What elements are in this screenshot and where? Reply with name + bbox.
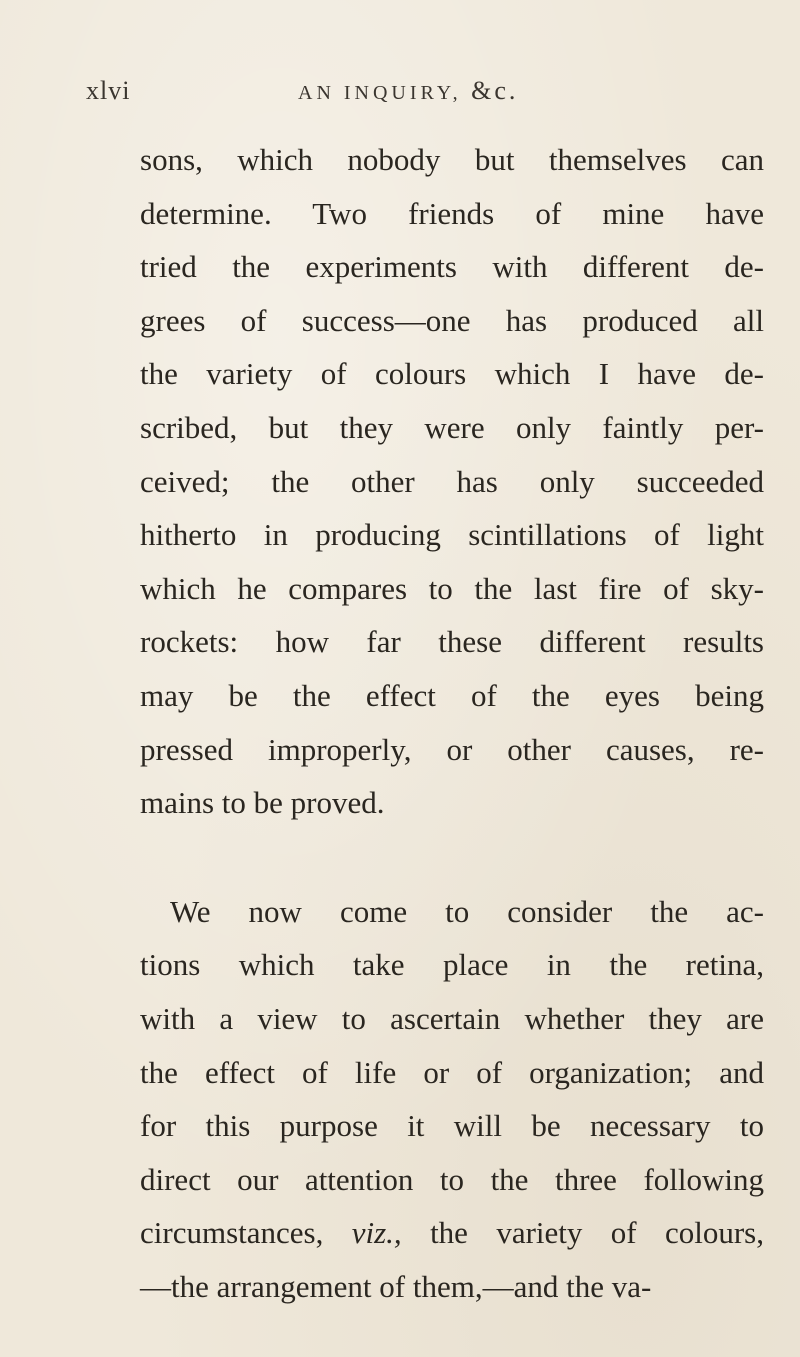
text-line: may be the effect of the eyes being — [140, 677, 764, 713]
text-fragment: the variety of colours, — [430, 1215, 764, 1251]
text-line: rockets: how far these different results — [140, 624, 764, 660]
text-line: scribed, but they were only faintly per- — [140, 409, 764, 445]
page-header — [0, 76, 800, 116]
text-line-mixed — [140, 1206, 764, 1260]
body-text — [140, 133, 764, 1313]
running-head-title: AN INQUIRY, — [298, 82, 462, 104]
paragraph-1 — [140, 133, 764, 830]
text-line: with a view to ascertain whether they are — [140, 1000, 764, 1036]
text-line: which he compares to the last fire of sky- — [140, 570, 764, 606]
text-line: determine. Two friends of mine have — [140, 195, 764, 231]
text-fragment: circumstances, — [140, 1215, 324, 1251]
text-line: hitherto in producing scintillations of light — [140, 517, 764, 553]
text-line: ceived; the other has only succeeded — [140, 463, 764, 499]
text-line: mains to be proved. — [140, 785, 385, 821]
text-line: grees of success—one has produced all — [140, 302, 764, 338]
paragraph-2 — [140, 885, 764, 1314]
text-line: the variety of colours which I have de- — [140, 356, 764, 392]
text-line: tried the experiments with different de- — [140, 249, 764, 285]
running-head-etc: &c. — [471, 76, 519, 105]
text-line: for this purpose it will be necessary to — [140, 1108, 764, 1144]
text-line: direct our attention to the three following — [140, 1161, 764, 1197]
text-line: sons, which nobody but themselves can — [140, 142, 764, 177]
text-line: tions which take place in the retina, — [140, 947, 764, 983]
text-line: the effect of life or of organization; and — [140, 1054, 764, 1090]
text-line: We now come to consider the ac- — [170, 893, 764, 929]
running-head — [298, 76, 518, 106]
text-line: —the arrangement of them,—and the va- — [140, 1268, 652, 1304]
text-line: pressed improperly, or other causes, re- — [140, 731, 764, 767]
italic-abbreviation: viz., — [351, 1215, 402, 1251]
paragraph-gap — [140, 830, 764, 885]
page-number: xlvi — [86, 76, 131, 105]
